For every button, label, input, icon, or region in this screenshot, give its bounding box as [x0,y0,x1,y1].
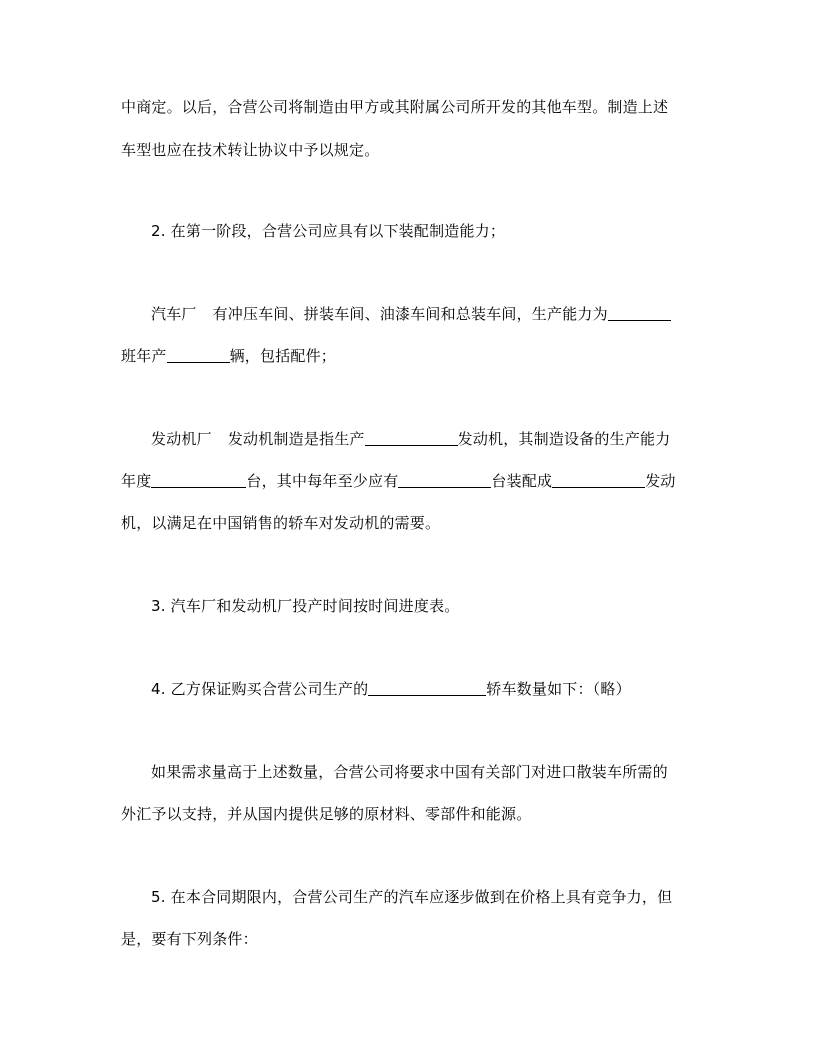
paragraph-7-line-1: 如果需求量高于上述数量，合营公司将要求中国有关部门对进口散装车所需的 [151,763,668,781]
blank-assembled-type [552,472,645,488]
engine-capacity-text: 发动机，其制造设备的生产能力 [457,430,671,448]
quantity-text: 轿车数量如下：（略） [486,680,631,698]
car-factory-label: 汽车厂 [151,305,197,323]
blank-car-model [368,680,486,696]
engine-word: 发动 [645,472,676,490]
vehicles-text: 辆，包括配件； [229,347,337,365]
paragraph-5-line-1: 3. 汽车厂和发动机厂投产时间按时间进度表。 [151,597,460,615]
blank-annual-output [167,347,230,363]
shift-annual-label: 班年产 [121,347,167,365]
blank-annual-count [151,472,246,488]
paragraph-4-line-3: 机，以满足在中国销售的轿车对发动机的需要。 [121,514,441,532]
paragraph-4-line-2 [121,470,701,492]
blank-minimum-count [398,472,491,488]
paragraph-1-line-1: 中商定。以后，合营公司将制造由甲方或其附属公司所开发的其他车型。制造上述 [121,98,669,116]
paragraph-8-line-1: 5. 在本合同期限内，合营公司生产的汽车应逐步做到在价格上具有竞争力，但 [151,888,673,906]
assembled-text: 台装配成 [491,472,553,490]
paragraph-6-line-1 [151,678,731,700]
units-text: 台，其中每年至少应有 [246,472,399,490]
purchase-guarantee-text: 4. 乙方保证购买合营公司生产的 [151,680,369,698]
paragraph-2-line-1: 2. 在第一阶段，合营公司应具有以下装配制造能力； [151,222,506,240]
engine-factory-label: 发动机厂 [151,430,212,448]
paragraph-8-line-2: 是，要有下列条件： [121,930,258,948]
paragraph-3-line-1 [151,303,731,325]
paragraph-1-line-2: 车型也应在技术转让协议中予以规定。 [121,141,380,159]
engine-production-text: 发动机制造是指生产 [227,430,365,448]
annual-label: 年度 [121,472,152,490]
paragraph-3-line-2 [121,345,701,367]
paragraph-4-line-1 [151,428,731,450]
blank-capacity [608,305,671,321]
car-factory-text: 有冲压车间、拼装车间、油漆车间和总装车间，生产能力为 [212,305,608,323]
blank-engine-type [365,430,458,446]
paragraph-7-line-2: 外汇予以支持，并从国内提供足够的原材料、零部件和能源。 [121,805,532,823]
